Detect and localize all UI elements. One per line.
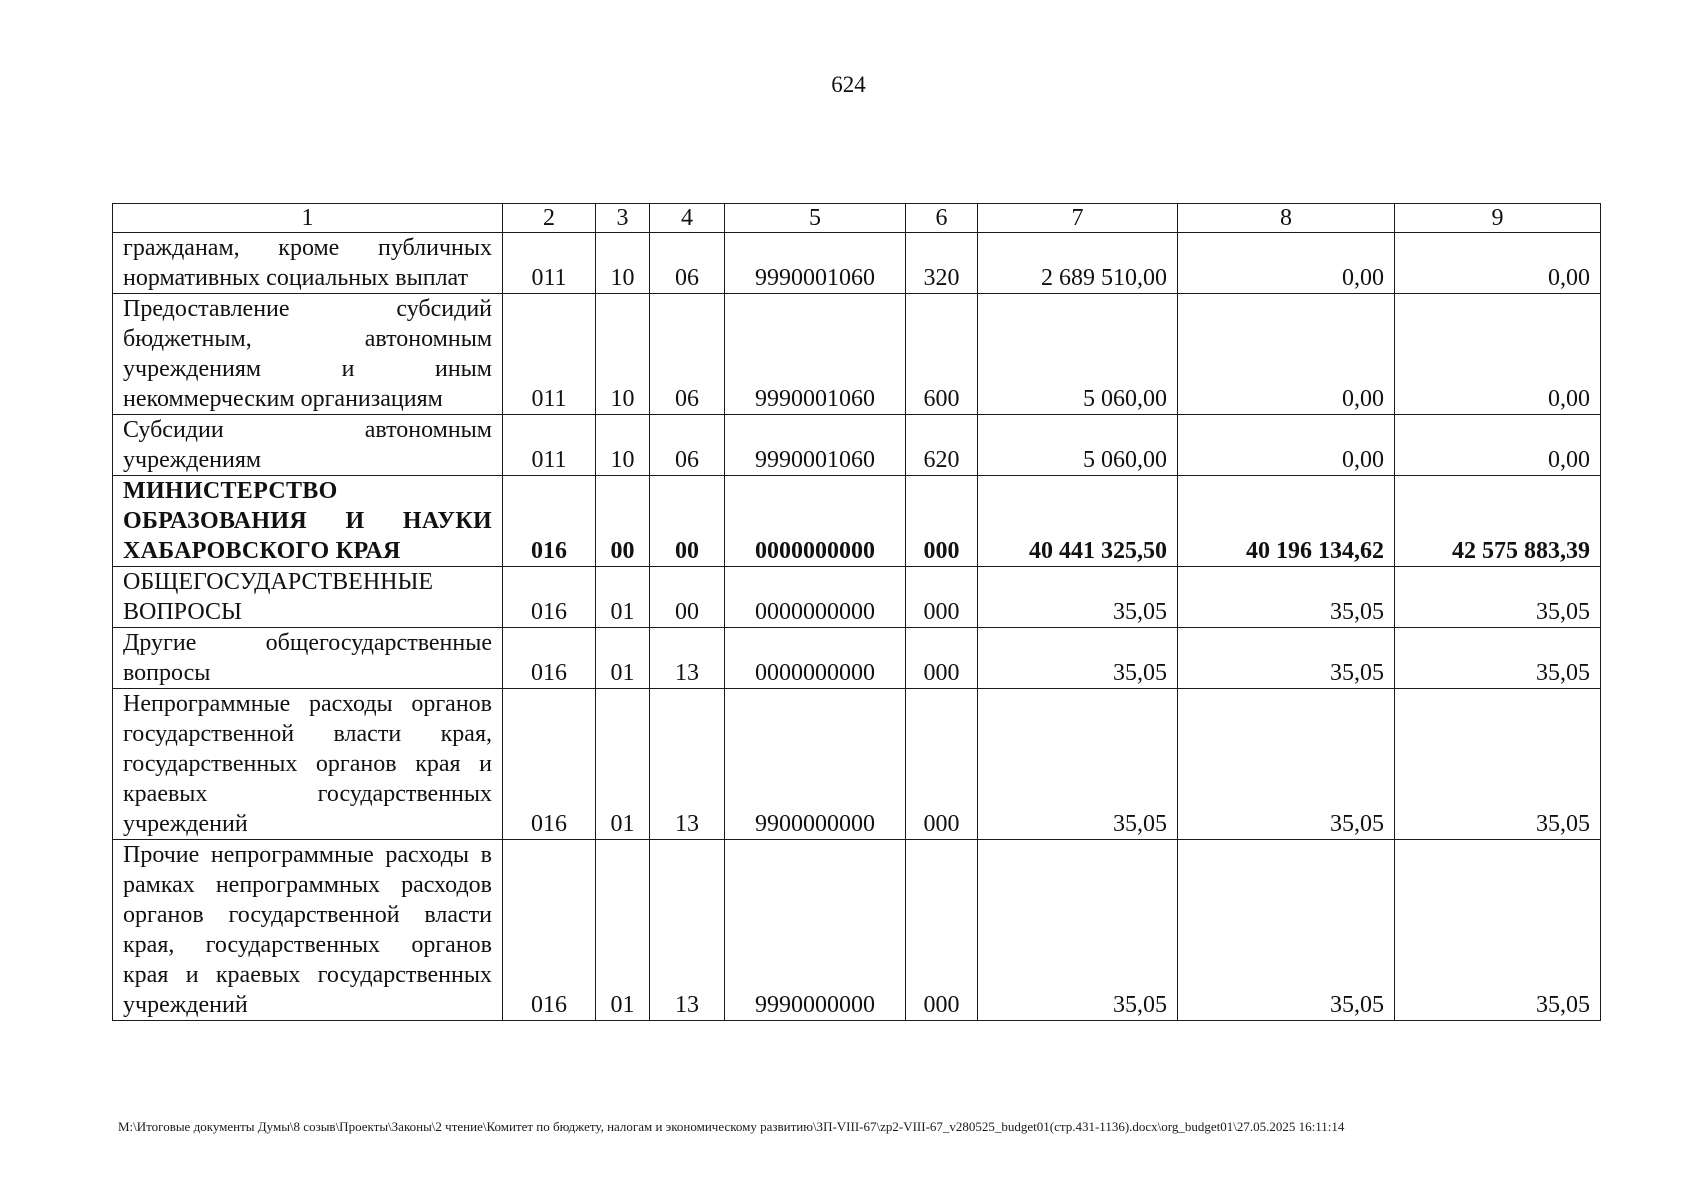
cell-expense-type: 000	[906, 628, 978, 689]
cell-expense-type: 000	[906, 840, 978, 1021]
cell-section: 01	[596, 628, 650, 689]
cell-amount-col8: 0,00	[1178, 415, 1395, 476]
table-row	[113, 567, 1601, 628]
table-row	[113, 233, 1601, 294]
row-name: МИНИСТЕРСТВО ОБРАЗОВАНИЯ И НАУКИ ХАБАРОВСКОГО КРАЯ	[113, 476, 503, 567]
cell-section: 01	[596, 567, 650, 628]
cell-section: 01	[596, 840, 650, 1021]
column-header: 1	[113, 204, 503, 233]
cell-target-article: 9990000000	[725, 840, 906, 1021]
column-header: 6	[906, 204, 978, 233]
row-name: гражданам, кроме публичных нормативных социальных выплат	[113, 233, 503, 294]
cell-target-article: 0000000000	[725, 628, 906, 689]
table-row	[113, 840, 1601, 1021]
table-row	[113, 628, 1601, 689]
table-row	[113, 689, 1601, 840]
column-header: 2	[503, 204, 596, 233]
cell-ministry-code: 016	[503, 628, 596, 689]
cell-amount-col7: 35,05	[978, 567, 1178, 628]
cell-amount-col9: 0,00	[1395, 415, 1601, 476]
cell-amount-col7: 35,05	[978, 628, 1178, 689]
row-name: Субсидии автономным учреждениям	[113, 415, 503, 476]
cell-amount-col9: 0,00	[1395, 233, 1601, 294]
page-number: 624	[831, 72, 866, 97]
cell-subsection: 06	[650, 415, 725, 476]
column-header: 9	[1395, 204, 1601, 233]
cell-amount-col8: 35,05	[1178, 628, 1395, 689]
cell-section: 10	[596, 294, 650, 415]
row-name: ОБЩЕГОСУДАРСТВЕННЫЕ ВОПРОСЫ	[113, 567, 503, 628]
table-row	[113, 415, 1601, 476]
cell-target-article: 0000000000	[725, 476, 906, 567]
cell-section: 01	[596, 689, 650, 840]
cell-section: 10	[596, 415, 650, 476]
column-header: 3	[596, 204, 650, 233]
cell-section: 10	[596, 233, 650, 294]
cell-amount-col8: 35,05	[1178, 567, 1395, 628]
cell-amount-col9: 35,05	[1395, 628, 1601, 689]
cell-amount-col8: 0,00	[1178, 233, 1395, 294]
cell-subsection: 13	[650, 628, 725, 689]
row-name: Другие общегосударственные вопросы	[113, 628, 503, 689]
cell-ministry-code: 016	[503, 840, 596, 1021]
cell-amount-col8: 35,05	[1178, 689, 1395, 840]
table-row	[113, 294, 1601, 415]
document-file-path: М:\Итоговые документы Думы\8 созыв\Проекты\Законы\2 чтение\Комитет по бюджету, налогам и экономическому развитию\ЗП-VIII-67\zp2-VIII-67_v280525_budget01(стр.431-1136).docx\org_budget01\27.05.2025 16:11:14	[118, 1119, 1345, 1134]
row-name: Непрограммные расходы органов государственной власти края, государственных органов края и краевых государственных учреждений	[113, 689, 503, 840]
cell-amount-col9: 35,05	[1395, 689, 1601, 840]
cell-amount-col9: 0,00	[1395, 294, 1601, 415]
column-header: 4	[650, 204, 725, 233]
cell-amount-col8: 35,05	[1178, 840, 1395, 1021]
column-header: 8	[1178, 204, 1395, 233]
cell-amount-col9: 35,05	[1395, 840, 1601, 1021]
cell-expense-type: 620	[906, 415, 978, 476]
cell-amount-col9: 42 575 883,39	[1395, 476, 1601, 567]
cell-target-article: 9990001060	[725, 233, 906, 294]
cell-subsection: 06	[650, 294, 725, 415]
budget-table	[112, 203, 1601, 1021]
cell-subsection: 00	[650, 567, 725, 628]
cell-section: 00	[596, 476, 650, 567]
cell-ministry-code: 011	[503, 294, 596, 415]
cell-expense-type: 000	[906, 689, 978, 840]
cell-expense-type: 000	[906, 476, 978, 567]
cell-subsection: 13	[650, 689, 725, 840]
cell-expense-type: 000	[906, 567, 978, 628]
cell-amount-col7: 5 060,00	[978, 415, 1178, 476]
cell-expense-type: 600	[906, 294, 978, 415]
cell-ministry-code: 016	[503, 476, 596, 567]
column-header: 7	[978, 204, 1178, 233]
cell-ministry-code: 016	[503, 567, 596, 628]
cell-amount-col8: 0,00	[1178, 294, 1395, 415]
cell-ministry-code: 011	[503, 415, 596, 476]
cell-amount-col7: 35,05	[978, 840, 1178, 1021]
cell-target-article: 9900000000	[725, 689, 906, 840]
cell-target-article: 9990001060	[725, 294, 906, 415]
cell-target-article: 9990001060	[725, 415, 906, 476]
row-name: Прочие непрограммные расходы в рамках непрограммных расходов органов государственной власти края, государственных органов края и краевых государственных учреждений	[113, 840, 503, 1021]
column-header: 5	[725, 204, 906, 233]
cell-ministry-code: 016	[503, 689, 596, 840]
row-name: Предоставление субсидий бюджетным, автономным учреждениям и иным некоммерческим организациям	[113, 294, 503, 415]
cell-subsection: 00	[650, 476, 725, 567]
table-row-ministry-total	[113, 476, 1601, 567]
cell-expense-type: 320	[906, 233, 978, 294]
cell-subsection: 13	[650, 840, 725, 1021]
cell-ministry-code: 011	[503, 233, 596, 294]
cell-amount-col7: 5 060,00	[978, 294, 1178, 415]
cell-target-article: 0000000000	[725, 567, 906, 628]
cell-amount-col7: 2 689 510,00	[978, 233, 1178, 294]
cell-amount-col8: 40 196 134,62	[1178, 476, 1395, 567]
cell-amount-col7: 40 441 325,50	[978, 476, 1178, 567]
cell-amount-col9: 35,05	[1395, 567, 1601, 628]
cell-amount-col7: 35,05	[978, 689, 1178, 840]
table-header-row	[113, 204, 1601, 233]
cell-subsection: 06	[650, 233, 725, 294]
